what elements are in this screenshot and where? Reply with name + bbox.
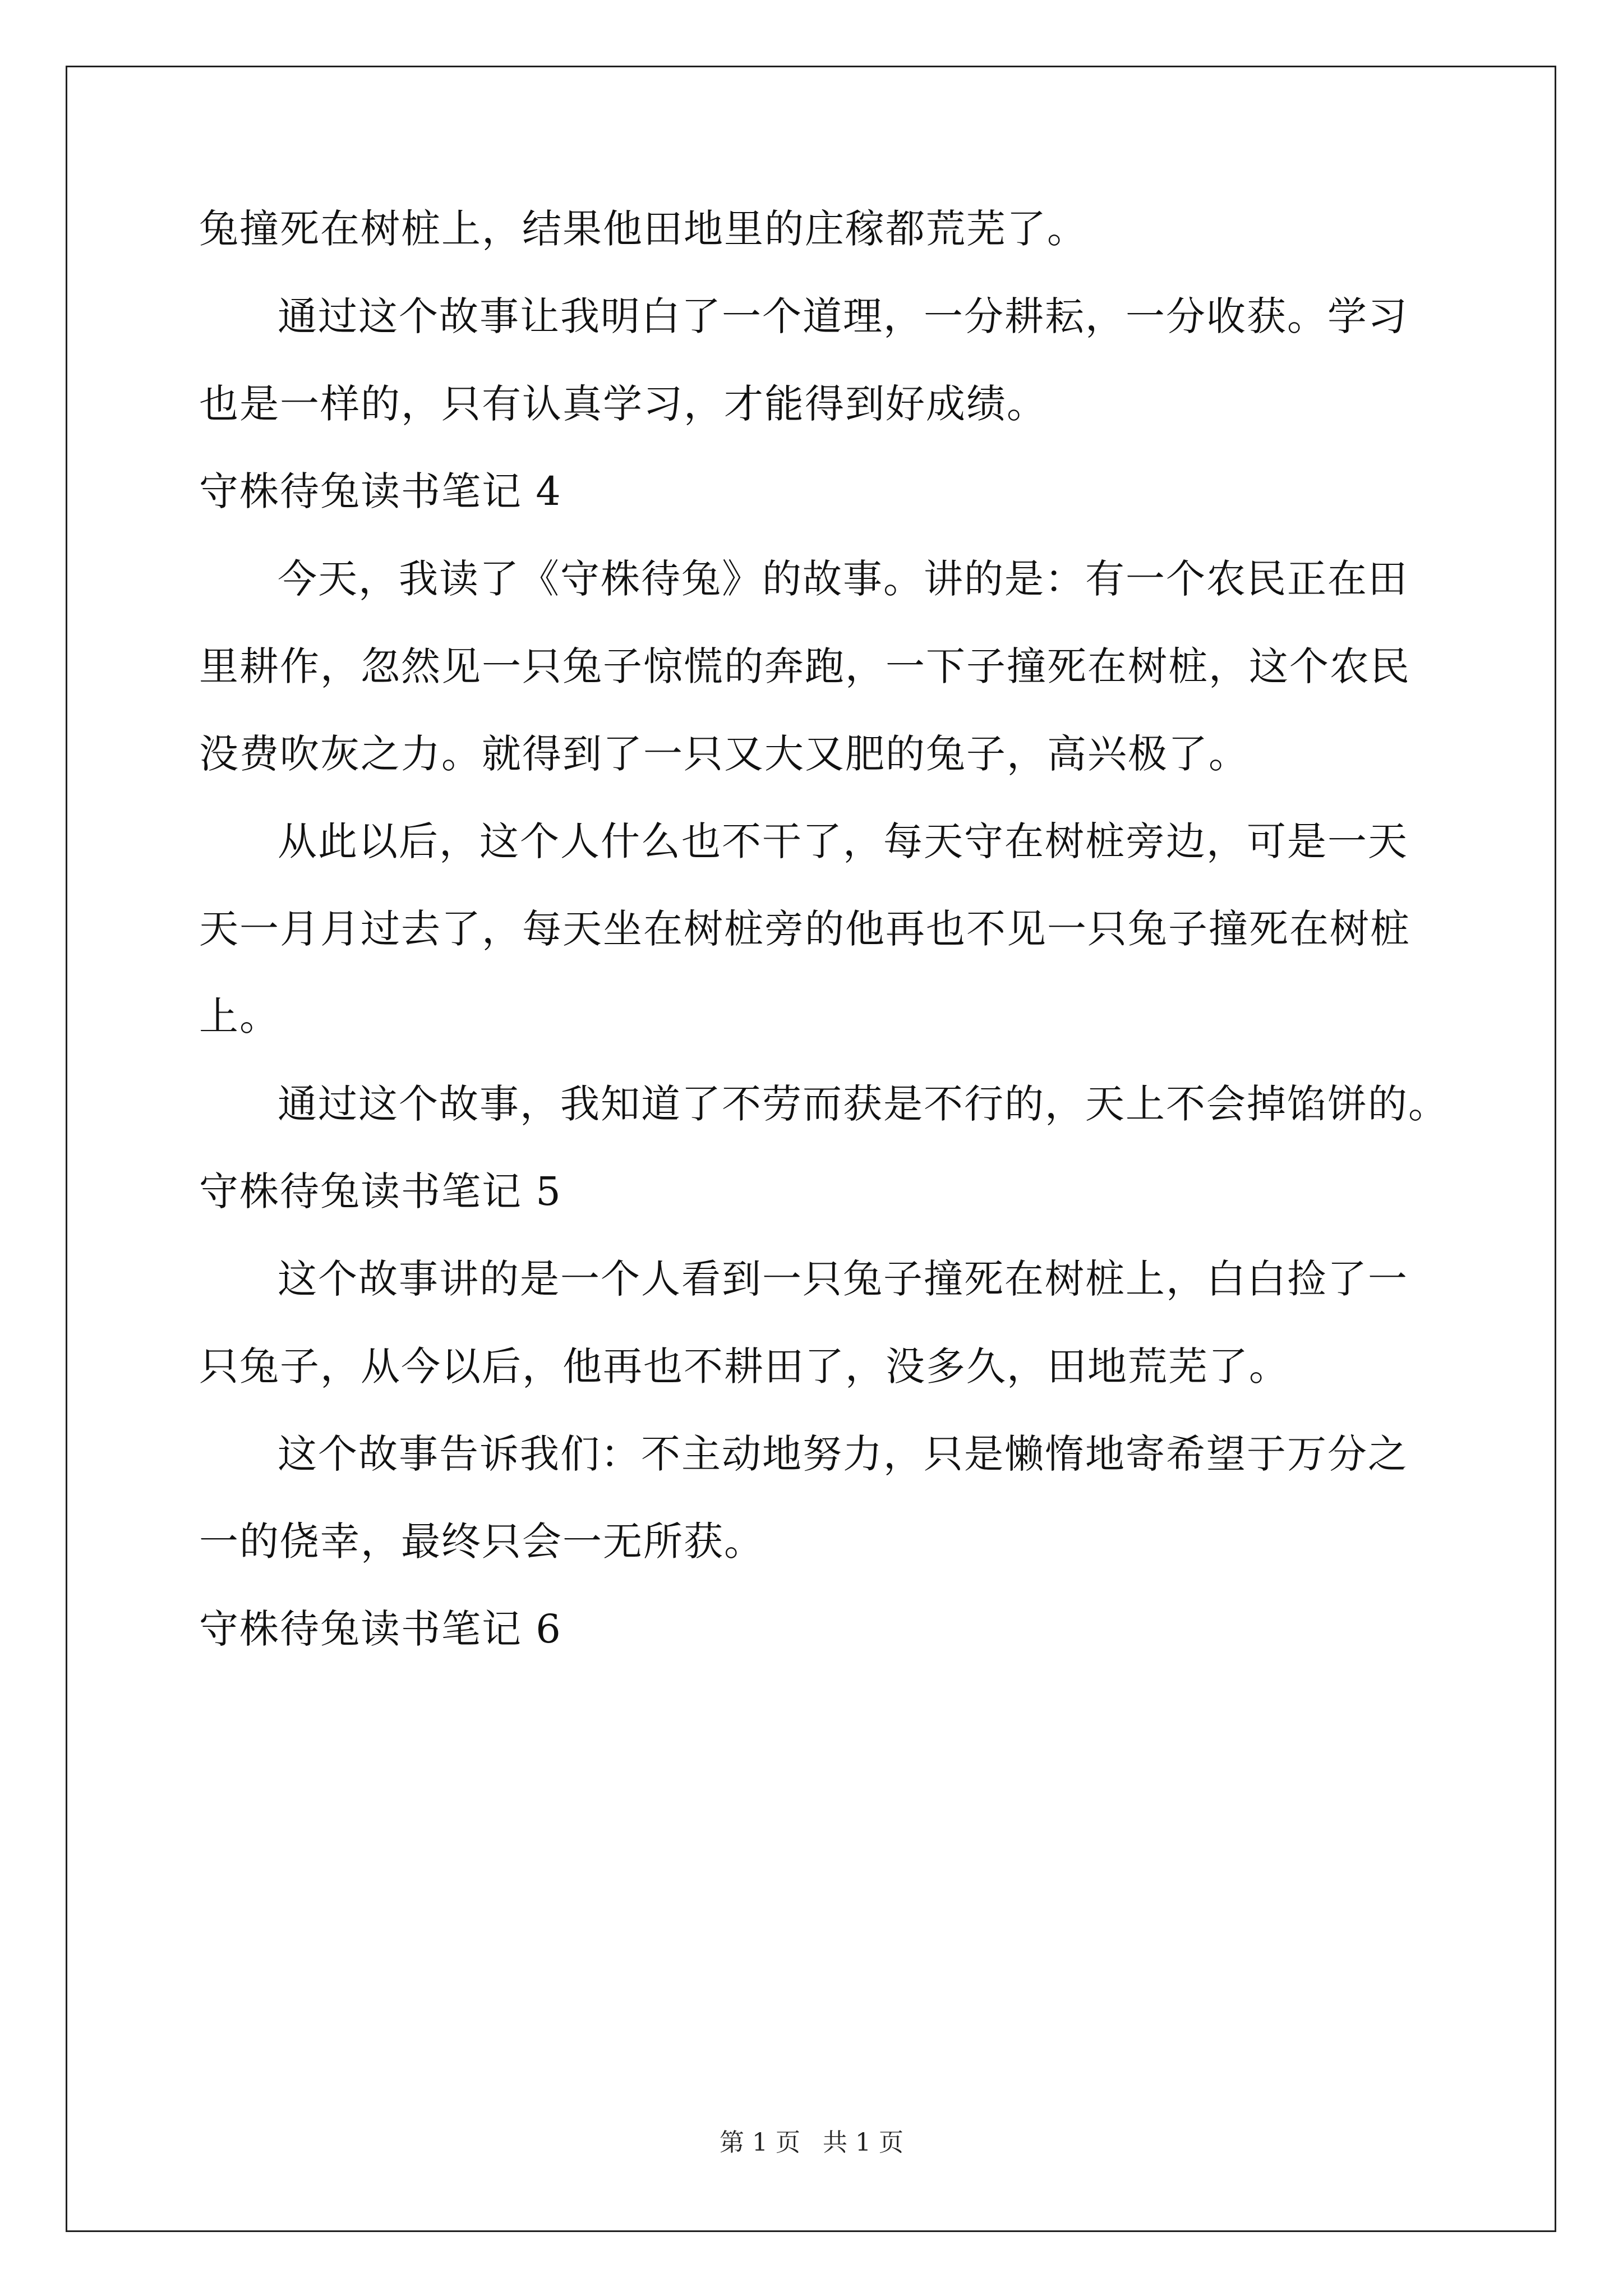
- section-heading: 守株待兔读书笔记 4: [199, 468, 562, 514]
- section-heading: 守株待兔读书笔记 5: [199, 1168, 562, 1214]
- text-line: 今天，我读了《守株待兔》的故事。讲的是：有一个农民正在田: [278, 556, 1408, 602]
- page-number: 第 1 页: [720, 2128, 800, 2157]
- section-heading: 守株待兔读书笔记 6: [199, 1606, 562, 1652]
- text-line: 这个故事告诉我们：不主动地努力，只是懒惰地寄希望于万分之: [278, 1431, 1408, 1477]
- text-line: 通过这个故事让我明白了一个道理，一分耕耘，一分收获。学习: [278, 293, 1408, 339]
- text-line: 通过这个故事，我知道了不劳而获是不行的，天上不会掉馅饼的。: [278, 1081, 1449, 1127]
- document-body: [199, 185, 1450, 1673]
- page-footer: [0, 2126, 1623, 2160]
- text-line: 天一月月过去了，每天坐在树桩旁的他再也不见一只兔子撞死在树桩: [199, 906, 1410, 952]
- text-line: 上。: [199, 993, 280, 1039]
- text-line: 也是一样的，只有认真学习，才能得到好成绩。: [199, 381, 1047, 427]
- page-total: 共 1 页: [823, 2128, 903, 2157]
- text-line: 从此以后，这个人什么也不干了，每天守在树桩旁边，可是一天: [278, 818, 1408, 864]
- text-line: 一的侥幸，最终只会一无所获。: [199, 1519, 764, 1565]
- text-line: 里耕作，忽然见一只兔子惊慌的奔跑，一下子撞死在树桩，这个农民: [199, 643, 1410, 689]
- text-line: 只兔子，从今以后，他再也不耕田了，没多久，田地荒芜了。: [199, 1343, 1289, 1389]
- text-line: 这个故事讲的是一个人看到一只兔子撞死在树桩上，白白捡了一: [278, 1256, 1408, 1302]
- text-line: 没费吹灰之力。就得到了一只又大又肥的兔子，高兴极了。: [199, 731, 1249, 777]
- text-line: 兔撞死在树桩上，结果他田地里的庄稼都荒芜了。: [199, 206, 1087, 252]
